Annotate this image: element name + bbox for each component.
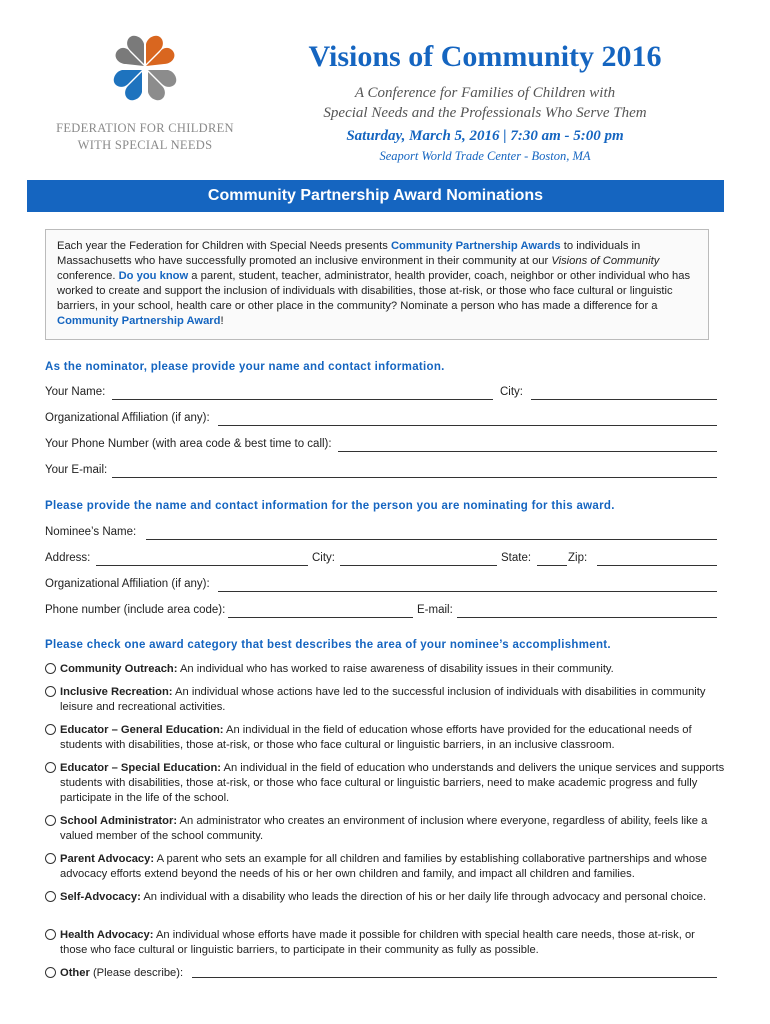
intro-box [45,229,709,340]
subtitle-line-1: A Conference for Families of Children with [354,85,616,101]
category-title: School Administrator: [60,815,178,827]
nominator-heading: As the nominator, please provide your name and contact information. [45,361,445,373]
category-title: Health Advocacy: [60,929,154,941]
category-title: Other [60,967,90,979]
intro-text: conference. [57,270,119,282]
your-name-field[interactable] [112,399,493,400]
intro-text: to individuals in Massachusetts who have successfully promoted an inclusive environment in their community at our [57,240,641,267]
intro-highlight: Community Partnership Awards [390,240,561,252]
other-description-field[interactable] [192,977,717,978]
org-line-2: WITH SPECIAL NEEDS [77,138,213,152]
intro-text: Each year the Federation for Children with Special Needs presents [57,240,391,252]
category-desc: A parent who sets an example for all children and families by establishing collaborative partnerships and whose advocacy efforts extend beyond the needs of his or her own children and family, and impact all children and families. [60,853,707,880]
nominee-zip-field[interactable] [597,565,717,566]
radio-circle-icon[interactable] [45,762,56,773]
category-desc: An administrator who creates an environment of inclusion where everyone, regardless of ability, feels like a valued member of the school community. [60,815,708,842]
category-option-other[interactable] [45,966,725,981]
nominee-heading: Please provide the name and contact information for the person you are nominating for this award. [45,500,615,512]
nominee-city-label: City: [312,552,335,564]
category-option[interactable] [45,814,725,844]
category-option[interactable] [45,928,725,958]
intro-text: ! [220,315,224,327]
category-desc: An individual with a disability who leads the direction of his or her daily life through advocacy and personal choice. [140,891,707,903]
nominee-name-label: Nominee’s Name: [45,526,137,538]
your-name-label: Your Name: [45,386,106,398]
your-email-field[interactable] [112,477,717,478]
category-title: Community Outreach: [60,663,178,675]
radio-circle-icon[interactable] [45,724,56,735]
radio-circle-icon[interactable] [45,686,56,697]
nominee-affiliation-field[interactable] [218,591,717,592]
nominee-affiliation-label: Organizational Affiliation (if any): [45,578,210,590]
org-line-1: FEDERATION FOR CHILDREN [56,121,234,135]
radio-circle-icon[interactable] [45,815,56,826]
intro-italic: Visions of Community [551,255,660,267]
category-option[interactable] [45,723,725,753]
section-banner: Community Partnership Award Nominations [27,180,724,212]
category-desc: An individual whose efforts have made it possible for children with special health care needs, those at-risk, or those who face cultural or linguistic barriers, to participate in their community as fully as possible. [60,929,695,956]
intro-highlight: Do you know [118,270,189,282]
radio-circle-icon[interactable] [45,967,56,978]
conference-venue: Seaport World Trade Center - Boston, MA [379,149,591,163]
nominee-address-field[interactable] [96,565,308,566]
category-title: Parent Advocacy: [60,853,155,865]
category-title: Educator – Special Education: [60,762,222,774]
radio-circle-icon[interactable] [45,663,56,674]
organization-name [40,120,250,154]
your-email-label: Your E-mail: [45,464,108,476]
your-affiliation-label: Organizational Affiliation (if any): [45,412,210,424]
category-option[interactable] [45,852,725,882]
radio-circle-icon[interactable] [45,891,56,902]
your-affiliation-field[interactable] [218,425,717,426]
heart-petals-icon [114,36,177,101]
conference-date: Saturday, March 5, 2016 | 7:30 am - 5:00 pm [346,128,624,144]
nominee-name-field[interactable] [146,539,717,540]
category-desc: An individual in the field of education who understands and delivers the unique services and supports students with disabilities, those at-risk, or those who face cultural or linguistic barriers, need to make academic progress and fully participate in the life of the school. [60,762,725,804]
nominee-zip-label: Zip: [568,552,588,564]
your-city-field[interactable] [531,399,717,400]
nominee-email-label: E-mail: [417,604,453,616]
nominee-address-label: Address: [45,552,91,564]
subtitle-line-2: Special Needs and the Professionals Who Serve Them [323,105,647,121]
conference-subtitle [270,83,700,123]
category-title: Self-Advocacy: [60,891,141,903]
radio-circle-icon[interactable] [45,853,56,864]
category-desc: An individual who has worked to raise awareness of disability issues in their community. [177,663,614,675]
federation-logo [100,26,188,110]
categories-heading: Please check one award category that best describes the area of your nominee’s accomplishment. [45,639,611,651]
nominee-state-label: State: [501,552,532,564]
intro-highlight: Community Partnership Award [57,315,221,327]
conference-title: Visions of Community 2016 [308,40,662,73]
category-desc: (Please describe): [89,967,184,979]
your-phone-label: Your Phone Number (with area code & best time to call): [45,438,332,450]
category-desc: An individual in the field of education whose efforts have provided for the educational needs of students with disabilities, those at-risk, or those who face cultural or linguistic barriers, in an inclusive classroom. [60,724,692,751]
category-desc: An individual whose actions have led to the successful inclusion of individuals with disabilities in community leisure and recreational activities. [60,686,706,713]
category-option[interactable] [45,761,725,806]
intro-text: a parent, student, teacher, administrator, health provider, coach, neighbor or other individual who has worked to create and support the inclusion of individuals with disabilities, those at-risk, or those who face cultural or linguistic barriers, in your school, health care or other place in the community? Nominate a person who has made a difference for a [57,270,691,312]
your-phone-field[interactable] [338,451,717,452]
category-option[interactable] [45,685,725,715]
nominee-city-field[interactable] [340,565,497,566]
category-title: Inclusive Recreation: [60,686,173,698]
radio-circle-icon[interactable] [45,929,56,940]
category-option[interactable] [45,662,725,677]
your-city-label: City: [500,386,523,398]
nominee-state-field[interactable] [537,565,567,566]
nominee-phone-field[interactable] [228,617,413,618]
category-title: Educator – General Education: [60,724,224,736]
nominee-phone-label: Phone number (include area code): [45,604,226,616]
nominee-email-field[interactable] [457,617,717,618]
category-option[interactable] [45,890,725,905]
